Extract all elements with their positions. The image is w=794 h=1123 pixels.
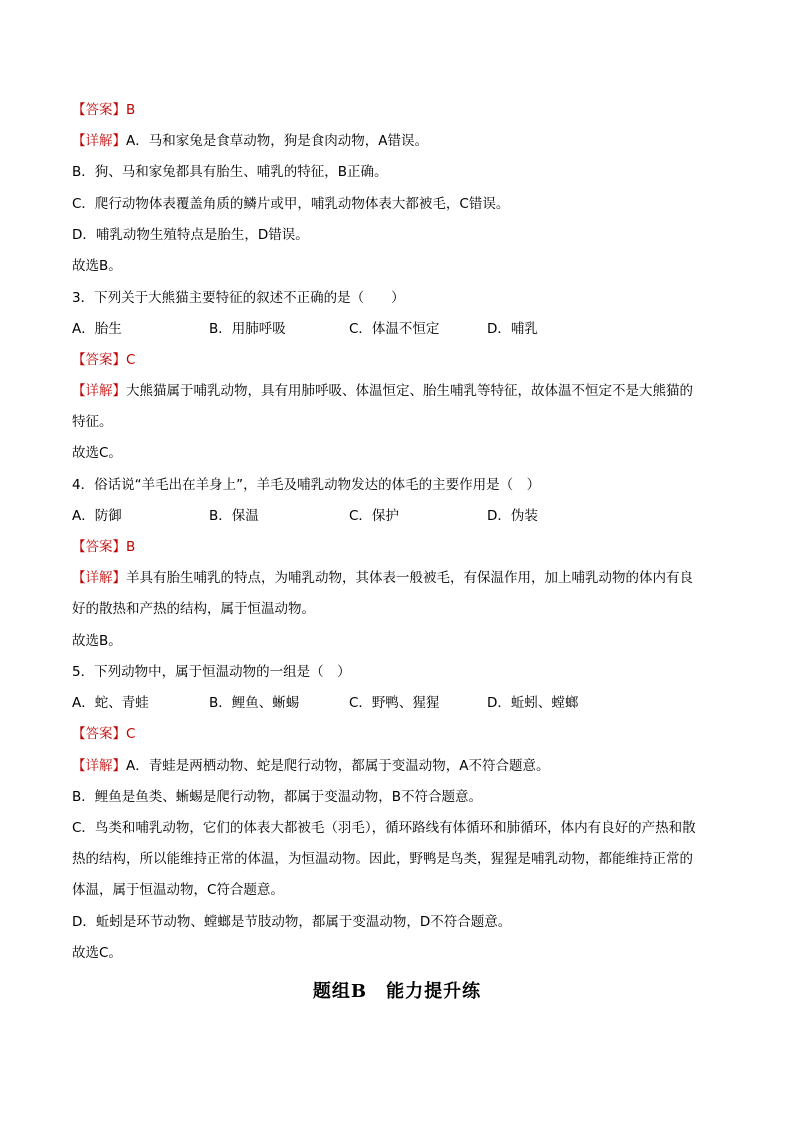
detail-text: A．青蛙是两栖动物、蛇是爬行动物，都属于变温动物，A不符合题意。 <box>126 758 550 774</box>
q4-detail-line-2: 好的散热和产热的结构，属于恒温动物。 <box>72 601 315 617</box>
q2-conclusion: 故选B。 <box>72 258 122 274</box>
q3-option-c: C．体温不恒定 <box>349 321 440 337</box>
q5-detail-line-5: 体温，属于恒温动物，C符合题意。 <box>72 882 284 898</box>
q5-detail-line-6: D．蚯蚓是环节动物、螳螂是节肢动物，都属于变温动物，D不符合题意。 <box>72 914 512 930</box>
q5-detail-line-3: C．鸟类和哺乳动物，它们的体表大都被毛（羽毛），循环路线有体循环和肺循环，体内有良好的产热和散 <box>72 820 696 836</box>
detail-tag: 【详解】 <box>72 570 126 586</box>
q5-option-a: A．蛇、青蛙 <box>72 695 149 711</box>
q2-detail-line-3: C．爬行动物体表覆盖角质的鳞片或甲，哺乳动物体表大都被毛，C错误。 <box>72 196 510 212</box>
q2-detail-line-4: D．哺乳动物生殖特点是胎生，D错误。 <box>72 227 309 243</box>
q2-detail-line-2: B．狗、马和家兔都具有胎生、哺乳的特征，B正确。 <box>72 164 388 180</box>
q3-option-b: B．用肺呼吸 <box>209 321 286 337</box>
q5-detail-line-2: B．鲤鱼是鱼类、蜥蜴是爬行动物，都属于变温动物，B不符合题意。 <box>72 789 483 805</box>
q5-option-c: C．野鸭、猩猩 <box>349 695 440 711</box>
q2-answer-line <box>72 100 732 120</box>
answer-tag: 【答案】 <box>72 352 126 368</box>
q2-detail-line-1 <box>72 131 732 151</box>
q3-option-a: A．胎生 <box>72 321 122 337</box>
q4-option-c: C．保护 <box>349 508 399 524</box>
answer-value: C <box>126 726 136 742</box>
q3-answer-line <box>72 350 732 370</box>
q4-option-b: B．保温 <box>209 508 259 524</box>
q4-option-d: D．伪装 <box>487 508 538 524</box>
q5-detail-line-4: 热的结构，所以能维持正常的体温，为恒温动物。因此，野鸭是鸟类，猩猩是哺乳动物，都能维持正常的 <box>72 851 693 867</box>
q3-option-d: D．哺乳 <box>487 321 538 337</box>
q5-question: 5．下列动物中，属于恒温动物的一组是（ ） <box>72 664 351 680</box>
q5-option-b: B．鲤鱼、蜥蜴 <box>209 695 300 711</box>
q5-option-d: D．蚯蚓、螳螂 <box>487 695 579 711</box>
answer-value: C <box>126 352 136 368</box>
q5-detail-line-1 <box>72 756 732 776</box>
q4-option-a: A．防御 <box>72 508 122 524</box>
detail-text: 大熊猫属于哺乳动物，具有用肺呼吸、体温恒定、胎生哺乳等特征，故体温不恒定不是大熊猫的 <box>126 383 693 399</box>
detail-tag: 【详解】 <box>72 133 126 149</box>
q4-conclusion: 故选B。 <box>72 633 122 649</box>
answer-tag: 【答案】 <box>72 102 126 118</box>
q3-detail-line-2: 特征。 <box>72 414 113 430</box>
q4-question: 4．俗话说“羊毛出在羊身上”，羊毛及哺乳动物发达的体毛的主要作用是（ ） <box>72 477 541 493</box>
q5-conclusion: 故选C。 <box>72 945 122 961</box>
detail-tag: 【详解】 <box>72 383 126 399</box>
section-title: 题组B 能力提升练 <box>312 981 482 1002</box>
q5-answer-line <box>72 724 732 744</box>
answer-value: B <box>126 102 136 118</box>
q3-detail-line-1 <box>72 381 732 401</box>
q4-detail-line-1 <box>72 568 732 588</box>
answer-value: B <box>126 539 136 555</box>
q3-conclusion: 故选C。 <box>72 445 122 461</box>
q4-answer-line <box>72 537 732 557</box>
detail-text: A．马和家兔是食草动物，狗是食肉动物，A错误。 <box>126 133 428 149</box>
detail-text: 羊具有胎生哺乳的特点，为哺乳动物，其体表一般被毛，有保温作用，加上哺乳动物的体内有良 <box>126 570 693 586</box>
q3-question: 3．下列关于大熊猫主要特征的叙述不正确的是（ ） <box>72 290 405 306</box>
answer-tag: 【答案】 <box>72 726 126 742</box>
answer-tag: 【答案】 <box>72 539 126 555</box>
detail-tag: 【详解】 <box>72 758 126 774</box>
